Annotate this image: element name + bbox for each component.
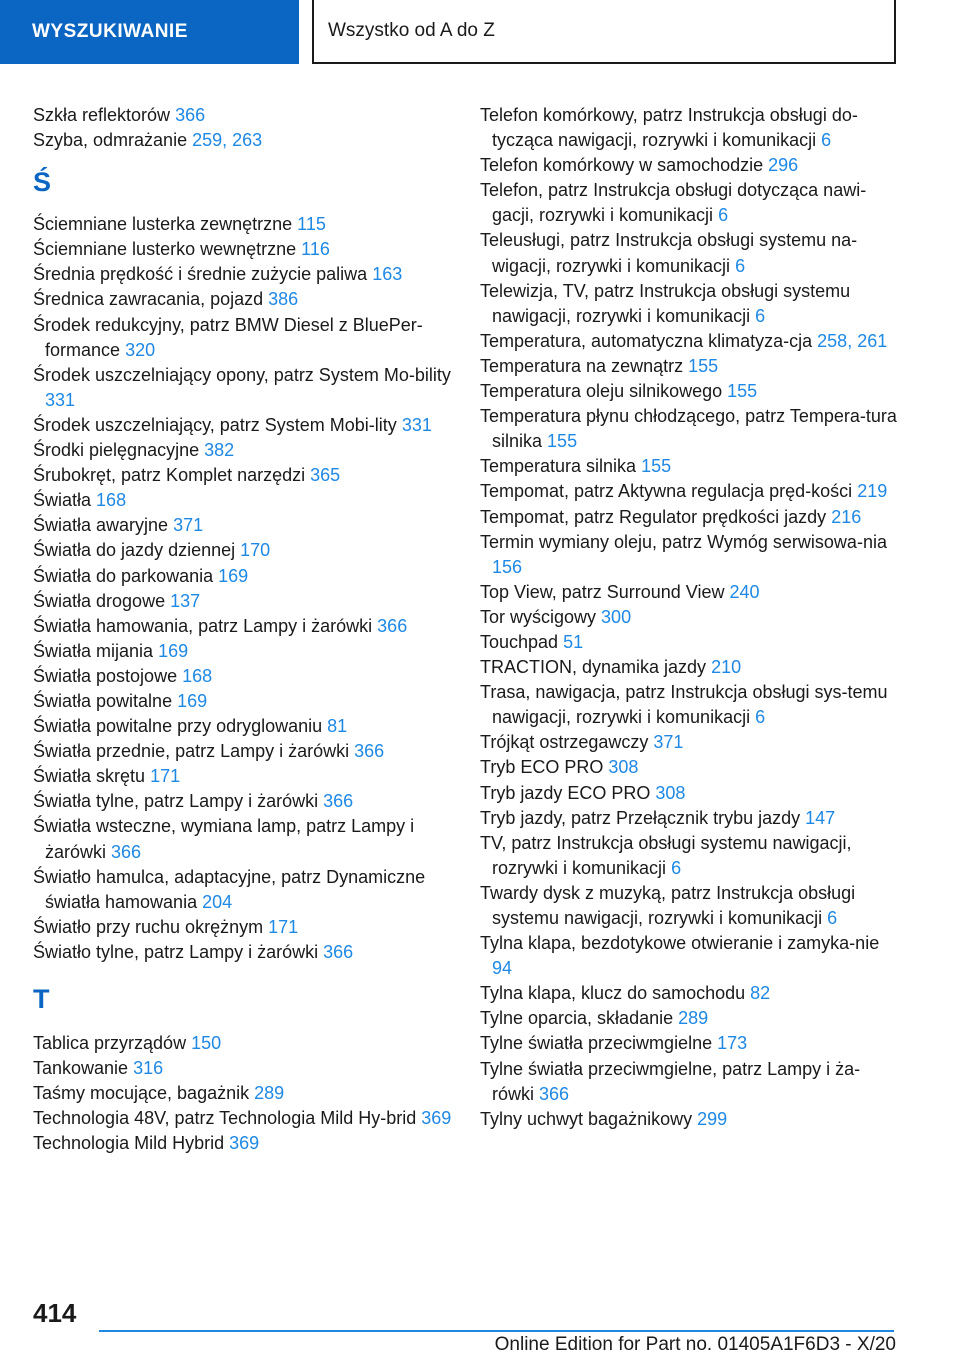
page-reference-link[interactable]: 171 bbox=[268, 916, 299, 937]
index-entry-text: Światła przednie, patrz Lampy i żarówki bbox=[33, 741, 350, 762]
index-entry bbox=[33, 1081, 453, 1106]
page-reference-link[interactable]: 386 bbox=[268, 289, 299, 310]
index-entry-text: Średnica zawracania, pojazd bbox=[33, 289, 264, 310]
index-entry-text: Teleusługi, patrz Instrukcja obsługi systemu na-wigacji, rozrywki i komunikacji bbox=[480, 230, 858, 276]
index-entry bbox=[480, 530, 900, 580]
index-entry bbox=[480, 178, 900, 228]
index-entry bbox=[480, 1107, 900, 1132]
index-entry bbox=[480, 1006, 900, 1031]
page-reference-link[interactable]: 156 bbox=[492, 556, 523, 577]
index-entry-text: Światła do parkowania bbox=[33, 565, 214, 586]
index-entry-text: TRACTION, dynamika jazdy bbox=[480, 657, 707, 678]
index-entry-text: Tablica przyrządów bbox=[33, 1033, 187, 1053]
index-entry-text: Światła skrętu bbox=[33, 766, 146, 787]
page-reference-link[interactable]: 365 bbox=[310, 465, 341, 486]
index-entry-text: Telefon komórkowy, patrz Instrukcja obsługi do-tycząca nawigacji, rozrywki i komunikacji bbox=[480, 105, 858, 151]
index-entry-text: Tylne światła przeciwmgielne, patrz Lampy i ża-rówki bbox=[480, 1058, 861, 1104]
index-entry bbox=[33, 714, 453, 739]
index-entry-text: Ściemniane lusterka zewnętrzne bbox=[33, 214, 293, 235]
section-letter: T bbox=[33, 984, 50, 1014]
index-entry bbox=[33, 689, 453, 714]
index-entry bbox=[480, 730, 900, 755]
index-entry bbox=[33, 764, 453, 789]
index-entry-text: Termin wymiany oleju, patrz Wymóg serwisowa-nia bbox=[480, 531, 887, 552]
page-reference-link[interactable]: 300 bbox=[601, 606, 632, 627]
index-entry bbox=[33, 639, 453, 664]
index-entry bbox=[33, 128, 453, 153]
index-entry-text: Trasa, nawigacja, patrz Instrukcja obsługi sys-temu nawigacji, rozrywki i komunikacji bbox=[480, 682, 888, 728]
page-reference-link[interactable]: 171 bbox=[150, 766, 181, 787]
index-entry bbox=[480, 279, 900, 329]
index-entry-text: Technologia Mild Hybrid bbox=[33, 1133, 225, 1154]
index-entry-text: Światła powitalne bbox=[33, 690, 173, 711]
index-entry bbox=[480, 655, 900, 680]
index-entry bbox=[33, 739, 453, 764]
page-reference-link[interactable]: 366 bbox=[377, 615, 408, 636]
index-entry bbox=[480, 881, 900, 931]
index-entry bbox=[480, 404, 900, 454]
page-reference-link[interactable]: 259, 263 bbox=[192, 130, 263, 151]
index-entry-text: Touchpad bbox=[480, 631, 559, 652]
index-entry bbox=[480, 354, 900, 379]
index-entry bbox=[33, 915, 453, 940]
index-entry-text: Śrubokręt, patrz Komplet narzędzi bbox=[33, 465, 306, 486]
page-reference-link[interactable]: 6 bbox=[735, 255, 746, 276]
index-entry bbox=[480, 831, 900, 881]
index-entry-text: Światła do jazdy dziennej bbox=[33, 540, 236, 561]
page-reference-link[interactable]: 155 bbox=[688, 355, 719, 376]
index-column-left bbox=[33, 103, 453, 1156]
page-reference-link[interactable]: 6 bbox=[671, 857, 682, 878]
index-entry-text: Światło przy ruchu okrężnym bbox=[33, 916, 264, 937]
page-reference-link[interactable]: 371 bbox=[653, 732, 684, 753]
index-entry-text: Temperatura płynu chłodzącego, patrz Tempera-tura silnika bbox=[480, 406, 897, 452]
index-entry-text: Temperatura, automatyczna klimatyza-cja bbox=[480, 330, 813, 351]
index-entry-text: Telefon komórkowy w samochodzie bbox=[480, 155, 764, 176]
index-entry bbox=[480, 981, 900, 1006]
page-reference-link[interactable]: 6 bbox=[755, 707, 766, 728]
index-entry bbox=[33, 103, 453, 128]
index-entry bbox=[33, 1056, 453, 1081]
page-reference-link[interactable]: 299 bbox=[697, 1108, 728, 1129]
page-reference-link[interactable]: 369 bbox=[421, 1108, 452, 1129]
index-entry-text: Światła postojowe bbox=[33, 665, 178, 686]
page-reference-link[interactable]: 366 bbox=[323, 791, 354, 812]
index-entry-text: Technologia 48V, patrz Technologia Mild Hy-brid bbox=[33, 1108, 417, 1129]
index-entry bbox=[480, 228, 900, 278]
page-reference-link[interactable]: 308 bbox=[655, 782, 686, 803]
page-reference-link[interactable]: 82 bbox=[750, 983, 771, 1004]
index-entry bbox=[33, 513, 453, 538]
page-reference-link[interactable]: 155 bbox=[727, 381, 758, 402]
page-reference-link[interactable]: 219 bbox=[857, 481, 888, 502]
page-reference-link[interactable]: 331 bbox=[45, 389, 76, 410]
page-reference-link[interactable]: 6 bbox=[718, 205, 729, 226]
index-entry-text: TV, patrz Instrukcja obsługi systemu nawigacji, rozrywki i komunikacji bbox=[480, 832, 852, 878]
index-entry bbox=[33, 814, 453, 864]
index-entry bbox=[33, 438, 453, 463]
index-entry bbox=[480, 781, 900, 806]
page-reference-link[interactable]: 173 bbox=[717, 1033, 748, 1054]
index-entry-text: Światło tylne, patrz Lampy i żarówki bbox=[33, 941, 319, 962]
index-entry-text: Światła bbox=[33, 490, 92, 511]
page-reference-link[interactable]: 170 bbox=[240, 540, 271, 561]
index-entry-text: Szkła reflektorów bbox=[33, 105, 171, 125]
index-entry bbox=[480, 630, 900, 655]
index-entry bbox=[480, 931, 900, 981]
page-reference-link[interactable]: 6 bbox=[755, 305, 766, 326]
page-reference-link[interactable]: 296 bbox=[768, 155, 799, 176]
tab-search-label: WYSZUKIWANIE bbox=[32, 21, 188, 42]
index-entry-text: Światła tylne, patrz Lampy i żarówki bbox=[33, 791, 319, 812]
tab-a-to-z[interactable] bbox=[312, 0, 896, 64]
index-entry-text: Średnia prędkość i średnie zużycie paliwa bbox=[33, 264, 368, 285]
index-entry bbox=[480, 1057, 900, 1107]
index-entry-text: Szyba, odmrażanie bbox=[33, 130, 188, 151]
index-entry bbox=[480, 103, 900, 153]
index-entry-text: Top View, patrz Surround View bbox=[480, 581, 725, 602]
index-entry-text: Ściemniane lusterko wewnętrzne bbox=[33, 239, 297, 260]
page-reference-link[interactable]: 6 bbox=[821, 130, 832, 151]
page-reference-link[interactable]: 81 bbox=[327, 716, 348, 737]
page-reference-link[interactable]: 137 bbox=[170, 590, 201, 611]
index-entry bbox=[33, 614, 453, 639]
index-entry bbox=[33, 463, 453, 488]
page-reference-link[interactable]: 366 bbox=[323, 941, 354, 962]
index-entry bbox=[480, 454, 900, 479]
page-reference-link[interactable]: 366 bbox=[539, 1083, 570, 1104]
page-reference-link[interactable]: 204 bbox=[202, 891, 233, 912]
index-entry bbox=[33, 564, 453, 589]
index-entry-text: Tylny uchwyt bagażnikowy bbox=[480, 1108, 693, 1129]
section-letter: Ś bbox=[33, 167, 52, 198]
index-entry-text: Światła hamowania, patrz Lampy i żarówki bbox=[33, 615, 373, 636]
index-entry bbox=[480, 1031, 900, 1056]
page-reference-link[interactable]: 6 bbox=[827, 908, 838, 928]
index-entry-text: Temperatura na zewnątrz bbox=[480, 355, 684, 376]
index-entry-text: Tempomat, patrz Aktywna regulacja pręd-kości bbox=[480, 481, 853, 502]
index-entry bbox=[33, 789, 453, 814]
index-entry bbox=[33, 488, 453, 513]
index-entry-text: Temperatura oleju silnikowego bbox=[480, 381, 723, 402]
index-column-right bbox=[480, 103, 900, 1132]
index-entry bbox=[480, 505, 900, 530]
page-reference-link[interactable]: 316 bbox=[133, 1058, 164, 1079]
index-entry bbox=[480, 580, 900, 605]
index-entry-text: Środek uszczelniający, patrz System Mobi-lity bbox=[33, 414, 397, 435]
page-reference-link[interactable]: 116 bbox=[301, 239, 330, 260]
index-entry-text: Tylne światła przeciwmgielne bbox=[480, 1033, 713, 1054]
index-entry-text: Środki pielęgnacyjne bbox=[33, 440, 200, 461]
index-entry bbox=[480, 479, 900, 504]
index-entry-text: Tylne oparcia, składanie bbox=[480, 1008, 674, 1029]
page-reference-link[interactable]: 289 bbox=[254, 1083, 285, 1104]
index-entry bbox=[33, 287, 453, 312]
page-reference-link[interactable]: 331 bbox=[401, 414, 432, 435]
footer-divider bbox=[99, 1330, 894, 1332]
page-reference-link[interactable]: 240 bbox=[729, 581, 760, 602]
index-entry-text: Tor wyścigowy bbox=[480, 606, 597, 627]
index-entry bbox=[33, 865, 453, 915]
page-reference-link[interactable]: 320 bbox=[125, 339, 156, 360]
page-reference-link[interactable]: 169 bbox=[218, 565, 249, 586]
index-entry bbox=[33, 664, 453, 689]
index-entry-text: Taśmy mocujące, bagażnik bbox=[33, 1083, 250, 1104]
page-reference-link[interactable]: 150 bbox=[191, 1033, 222, 1053]
index-entry bbox=[480, 605, 900, 630]
index-entry-text: Tankowanie bbox=[33, 1058, 129, 1079]
footer-edition: Online Edition for Part no. 01405A1F6D3 - X/20 bbox=[494, 1334, 896, 1355]
index-entry bbox=[480, 806, 900, 831]
index-entry-text: Twardy dysk z muzyką, patrz Instrukcja obsługi systemu nawigacji, rozrywki i komunikacji bbox=[480, 882, 856, 928]
index-entry bbox=[33, 940, 453, 965]
page-reference-link[interactable]: 155 bbox=[547, 431, 578, 452]
index-entry-text: Tempomat, patrz Regulator prędkości jazdy bbox=[480, 506, 827, 527]
page-reference-link[interactable]: 168 bbox=[96, 490, 127, 511]
page-reference-link[interactable]: 366 bbox=[111, 841, 142, 862]
index-entry bbox=[33, 413, 453, 438]
index-entry bbox=[33, 262, 453, 287]
index-entry bbox=[33, 363, 453, 413]
page-reference-link[interactable]: 94 bbox=[492, 958, 513, 979]
page-reference-link[interactable]: 210 bbox=[711, 657, 742, 678]
index-entry-text: Środek redukcyjny, patrz BMW Diesel z BluePer-formance bbox=[33, 314, 423, 360]
index-entry-text: Tryb jazdy ECO PRO bbox=[480, 782, 651, 803]
index-entry-text: Tryb jazdy, patrz Przełącznik trybu jazdy bbox=[480, 807, 801, 828]
page-reference-link[interactable]: 147 bbox=[805, 807, 836, 828]
page-reference-link[interactable]: 366 bbox=[354, 741, 385, 762]
index-entry-text: Środek uszczelniający opony, patrz System Mo-bility bbox=[33, 364, 451, 385]
index-entry-text: Telewizja, TV, patrz Instrukcja obsługi systemu nawigacji, rozrywki i komunikacji bbox=[480, 280, 851, 326]
index-entry-text: Światła awaryjne bbox=[33, 515, 169, 536]
index-entry bbox=[33, 212, 453, 237]
page-reference-link[interactable]: 163 bbox=[372, 264, 403, 285]
page-reference-link[interactable]: 169 bbox=[177, 690, 208, 711]
index-entry-text: Tylna klapa, bezdotykowe otwieranie i zamyka-nie bbox=[480, 933, 880, 954]
index-entry-text: Światła powitalne przy odryglowaniu bbox=[33, 716, 323, 737]
index-entry bbox=[33, 1131, 453, 1156]
page-number: 414 bbox=[33, 1298, 77, 1328]
tab-a-to-z-label: Wszystko od A do Z bbox=[328, 20, 495, 41]
index-entry-text: Światła mijania bbox=[33, 640, 154, 661]
index-entry-text: Tryb ECO PRO bbox=[480, 757, 604, 778]
index-entry-text: Temperatura silnika bbox=[480, 456, 637, 477]
index-entry-text: Światła wsteczne, wymiana lamp, patrz Lampy i żarówki bbox=[33, 816, 415, 862]
page-reference-link[interactable]: 289 bbox=[678, 1008, 709, 1029]
index-entry bbox=[33, 1031, 453, 1056]
index-entry-text: Światło hamulca, adaptacyjne, patrz Dynamiczne światła hamowania bbox=[33, 866, 426, 912]
page-reference-link[interactable]: 369 bbox=[229, 1133, 260, 1154]
page-reference-link[interactable]: 168 bbox=[182, 665, 213, 686]
index-entry-text: Światła drogowe bbox=[33, 590, 166, 611]
page-reference-link[interactable]: 115 bbox=[297, 214, 326, 235]
index-entry bbox=[480, 680, 900, 730]
page-reference-link[interactable]: 216 bbox=[831, 506, 862, 527]
index-entry bbox=[33, 589, 453, 614]
tab-search[interactable] bbox=[0, 0, 299, 64]
index-entry-text: Telefon, patrz Instrukcja obsługi dotycząca nawi-gacji, rozrywki i komunikacji bbox=[480, 180, 867, 226]
index-entry bbox=[480, 755, 900, 780]
index-entry-text: Trójkąt ostrzegawczy bbox=[480, 732, 649, 753]
index-entry-text: Tylna klapa, klucz do samochodu bbox=[480, 983, 746, 1004]
index-entry bbox=[33, 237, 453, 262]
page-reference-link[interactable]: 308 bbox=[608, 757, 639, 778]
index-entry bbox=[33, 538, 453, 563]
index-entry bbox=[480, 329, 900, 354]
index-entry bbox=[33, 313, 453, 363]
page-reference-link[interactable]: 366 bbox=[175, 105, 206, 125]
index-entry bbox=[33, 1106, 453, 1131]
index-entry bbox=[480, 153, 900, 178]
index-entry bbox=[480, 379, 900, 404]
page-reference-link[interactable]: 169 bbox=[158, 640, 189, 661]
page-reference-link[interactable]: 371 bbox=[173, 515, 204, 536]
page-reference-link[interactable]: 258, 261 bbox=[817, 330, 888, 351]
page-reference-link[interactable]: 155 bbox=[641, 456, 672, 477]
page-reference-link[interactable]: 51 bbox=[563, 631, 584, 652]
page-reference-link[interactable]: 382 bbox=[204, 440, 235, 461]
